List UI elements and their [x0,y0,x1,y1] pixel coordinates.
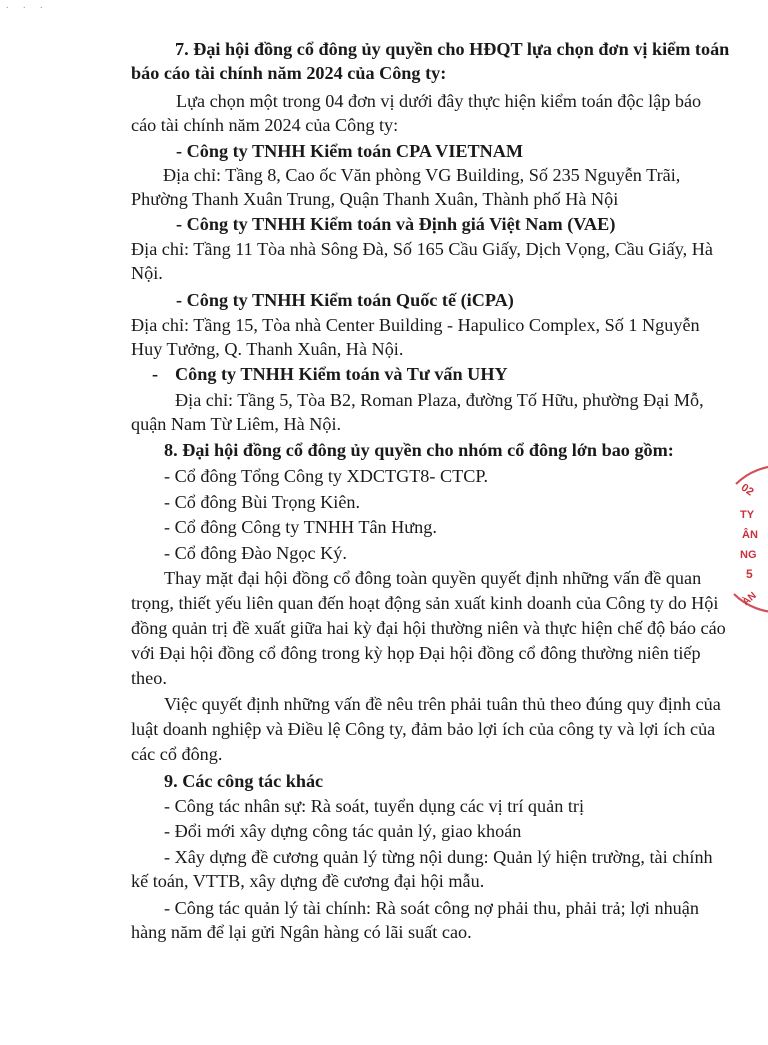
audit-firm-name: - Công ty TNHH Kiểm toán và Định giá Việt Nam (VAE) [176,214,616,234]
compliance-paragraph-line: Việc quyết định những vấn đề nêu trên phải tuân thủ theo đúng quy định của [164,694,721,714]
audit-firm-dash: - [152,364,159,384]
scan-marks: . . . [6,0,49,11]
audit-firm-name: - Công ty TNHH Kiểm toán Quốc tế (iCPA) [176,290,514,310]
seal-fragment: TY [740,509,755,521]
task-item: - Công tác nhân sự: Rà soát, tuyển dụng các vị trí quản trị [164,796,584,816]
authority-paragraph-line: Thay mặt đại hội đồng cổ đông toàn quyền quyết định những vấn đề quan [164,568,702,588]
audit-firm-address-line-1: Địa chỉ: Tầng 11 Tòa nhà Sông Đà, Số 165 Cầu Giấy, Dịch Vọng, Cầu Giấy, Hà [131,239,713,259]
seal-fragment: ÂN [742,529,758,541]
company-seal-stamp [722,462,768,622]
audit-firm-address-line-2: quận Nam Từ Liêm, Hà Nội. [131,414,342,434]
seal-fragment: NG [740,549,757,561]
audit-firm-address-line-1: Địa chỉ: Tầng 15, Tòa nhà Center Building - Hapulico Complex, Số 1 Nguyễn [131,315,700,335]
seal-fragment: ÀN [740,590,759,609]
audit-firm-address-line-1: Địa chỉ: Tầng 5, Tòa B2, Roman Plaza, đường Tố Hữu, phường Đại Mỗ, [175,390,704,410]
compliance-paragraph-line: các cổ đông. [131,744,223,764]
authority-paragraph-line: theo. [131,668,167,688]
shareholder-item: - Cổ đông Tổng Công ty XDCTGT8- CTCP. [164,466,489,486]
section-9-heading: 9. Các công tác khác [164,771,324,791]
authority-paragraph-line: đồng quản trị đề xuất giữa hai kỳ đại hội thường niên và thực hiện chế độ báo cáo [131,618,726,638]
section-7-intro-line-1: Lựa chọn một trong 04 đơn vị dưới đây thực hiện kiểm toán độc lập báo [176,91,702,111]
section-7-heading-line-2: báo cáo tài chính năm 2024 của Công ty: [131,63,447,83]
authority-paragraph-line: với Đại hội đồng cổ đông trong kỳ họp Đại hội đồng cổ đông thường niên tiếp [131,643,701,663]
task-item: - Công tác quản lý tài chính: Rà soát công nợ phải thu, phải trả; lợi nhuận [164,898,699,918]
shareholder-item: - Cổ đông Đào Ngọc Ký. [164,543,347,563]
audit-firm-name: Công ty TNHH Kiểm toán và Tư vấn UHY [175,364,508,384]
seal-fragment: 02 [738,481,756,499]
audit-firm-name: - Công ty TNHH Kiểm toán CPA VIETNAM [176,141,524,161]
section-7-intro-line-2: cáo tài chính năm 2024 của Công ty: [131,115,399,135]
audit-firm-address-line-2: Huy Tưởng, Q. Thanh Xuân, Hà Nội. [131,339,404,359]
shareholder-item: - Cổ đông Bùi Trọng Kiên. [164,492,361,512]
task-item-continuation: hàng năm để lại gửi Ngân hàng có lãi suất cao. [131,922,472,942]
section-8-heading: 8. Đại hội đồng cổ đông ủy quyền cho nhóm cổ đông lớn bao gồm: [164,440,674,460]
shareholder-item: - Cổ đông Công ty TNHH Tân Hưng. [164,517,437,537]
audit-firm-address-line-1: Địa chỉ: Tầng 8, Cao ốc Văn phòng VG Building, Số 235 Nguyễn Trãi, [163,165,681,185]
task-item-continuation: kế toán, VTTB, xây dựng đề cương đại hội mẫu. [131,871,485,891]
compliance-paragraph-line: luật doanh nghiệp và Điều lệ Công ty, đảm bảo lợi ích của công ty và lợi ích của [131,719,716,739]
section-7-heading-line-1: 7. Đại hội đồng cổ đông ủy quyền cho HĐQT lựa chọn đơn vị kiểm toán [175,39,730,59]
audit-firm-address-line-2: Nội. [131,263,163,283]
seal-fragment: 5 [746,567,753,581]
task-item: - Xây dựng đề cương quản lý từng nội dung: Quản lý hiện trường, tài chính [164,847,713,867]
audit-firm-address-line-2: Phường Thanh Xuân Trung, Quận Thanh Xuân, Thành phố Hà Nội [131,189,619,209]
authority-paragraph-line: trọng, thiết yếu liên quan đến hoạt động sản xuất kinh doanh của Công ty do Hội [131,593,719,613]
task-item: - Đổi mới xây dựng công tác quản lý, giao khoán [164,821,522,841]
